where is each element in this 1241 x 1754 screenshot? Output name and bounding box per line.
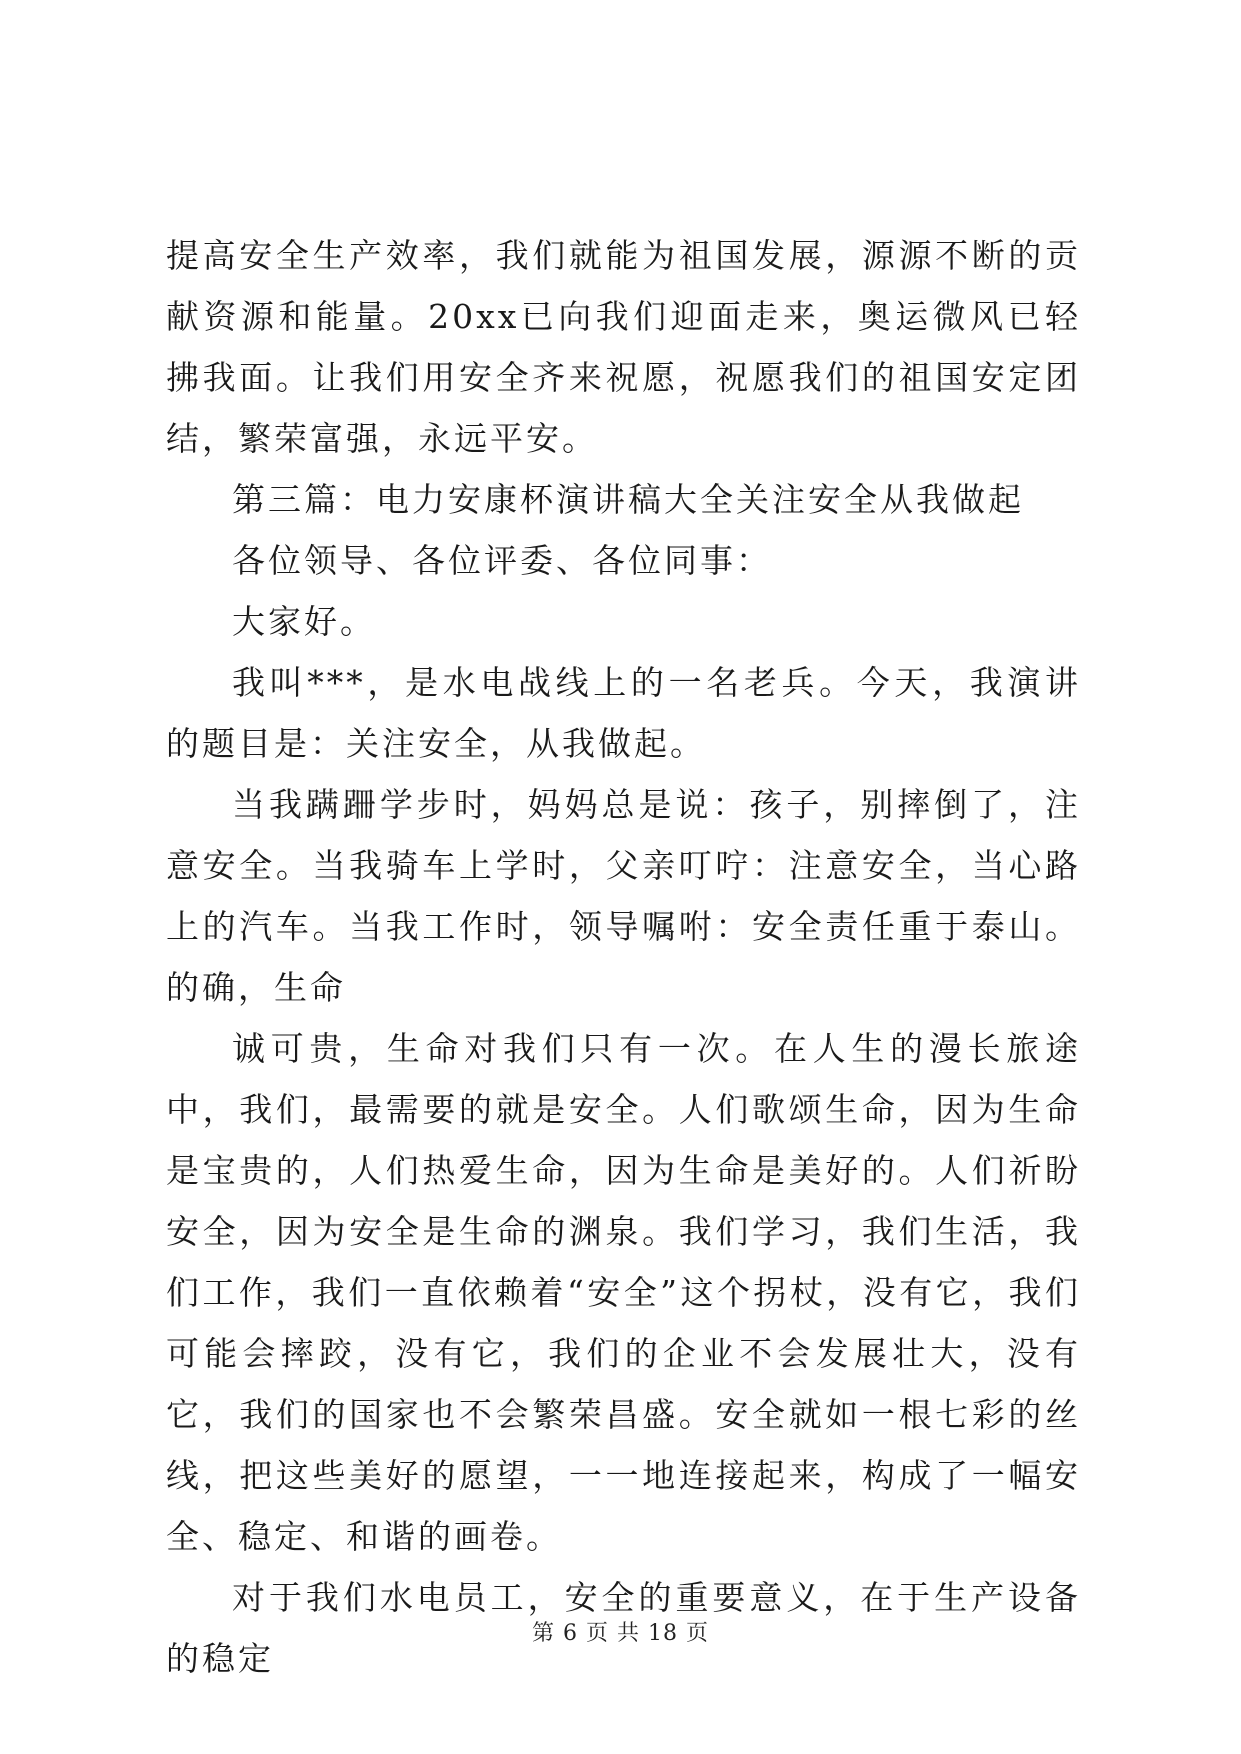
paragraph-continuation: 提高安全生产效率，我们就能为祖国发展，源源不断的贡献资源和能量。20xx已向我们迎面走来，奥运微风已轻拂我面。让我们用安全齐来祝愿，祝愿我们的祖国安定团结，繁荣富强，永远平安。 — [166, 236, 1081, 458]
paragraph-introduction: 我叫***，是水电战线上的一名老兵。今天，我演讲的题目是：关注安全，从我做起。 — [166, 663, 1081, 763]
paragraph-life-value: 诚可贵，生命对我们只有一次。在人生的漫长旅途中，我们，最需要的就是安全。人们歌颂生命，因为生命是宝贵的，人们热爱生命，因为生命是美好的。人们祈盼安全，因为安全是生命的渊泉。我们学习，我们生活，我们工作，我们一直依赖着“安全”这个拐杖，没有它，我们可能会摔跤，没有它，我们的企业不会发展壮大，没有它，我们的国家也不会繁荣昌盛。安全就如一根七彩的丝线，把这些美好的愿望，一一地连接起来，构成了一幅安全、稳定、和谐的画卷。 — [166, 1029, 1081, 1556]
section-title: 第三篇：电力安康杯演讲稿大全关注安全从我做起 — [232, 480, 1024, 519]
page-number-footer: 第 6 页 共 18 页 — [532, 1621, 709, 1646]
document-body — [166, 225, 1081, 1689]
salutation: 各位领导、各位评委、各位同事： — [232, 541, 772, 580]
greeting: 大家好。 — [232, 602, 376, 641]
paragraph-childhood: 当我蹒跚学步时，妈妈总是说：孩子，别摔倒了，注意安全。当我骑车上学时，父亲叮咛：注意安全，当心路上的汽车。当我工作时，领导嘱咐：安全责任重于泰山。的确，生命 — [166, 785, 1081, 1007]
paragraph-hydropower: 对于我们水电员工，安全的重要意义，在于生产设备的稳定 — [166, 1578, 1081, 1678]
